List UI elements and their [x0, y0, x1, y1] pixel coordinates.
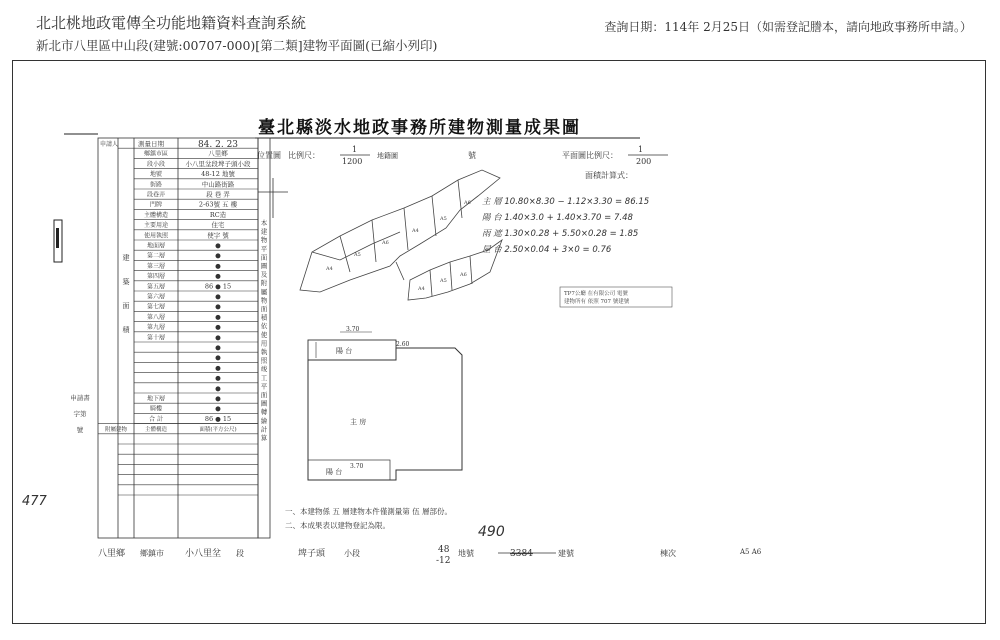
left-notes: [22, 134, 98, 509]
extra-row-0-value: ●: [215, 343, 221, 352]
footer-code: A5 A6: [740, 548, 762, 556]
footer-floor-label: 棟次: [660, 549, 676, 558]
survey-date: 84. 2. 23: [197, 140, 239, 150]
floor-row-7-label: 第八層: [146, 313, 166, 321]
left-note-1: 字第: [73, 410, 87, 418]
dim-top: 3.70: [346, 326, 360, 333]
svg-text:A5: A5: [440, 278, 447, 284]
location-map: [257, 145, 502, 300]
table-row-6-label: 主體構造: [143, 211, 169, 219]
table-row-0-value: 八里鄉: [208, 149, 228, 158]
svg-text:A6: A6: [382, 240, 389, 246]
plan-scale-num: 1: [638, 145, 644, 154]
footer-row: [98, 545, 762, 566]
building-sign-char-20: 面: [260, 391, 268, 399]
footer-section-suffix: 段: [236, 549, 244, 558]
footer-lot: 48: [438, 545, 450, 555]
building-sign-char-18: 工: [260, 373, 268, 382]
extra-row-4-value: ●: [215, 384, 221, 393]
floor-row-0-value: ●: [215, 241, 221, 250]
building-sign-char-13: 使: [260, 330, 268, 339]
table-row-1-label: 段小段: [146, 160, 166, 168]
header-title: 北北桃地政電傳全功能地籍資料查詢系統: [36, 14, 307, 32]
floor-row-9-value: ●: [215, 333, 221, 342]
extra-row-6-value: ●: [215, 404, 221, 413]
stamp-line-2: 建物所有 依照 707 號建號: [564, 299, 630, 305]
extra-row-6-label: 騎樓: [149, 405, 163, 413]
building-sign-char-24: 計: [260, 425, 268, 434]
building-sign-char-12: 依: [260, 322, 268, 331]
floor-row-5-value: ●: [215, 292, 221, 301]
building-sign-char-8: 屬: [260, 287, 268, 296]
building-sign-char-5: 圖: [260, 262, 268, 270]
floor-row-3-value: ●: [215, 272, 221, 281]
floor-row-8-value: ●: [215, 323, 221, 332]
building-sign-char-21: 圖: [260, 399, 268, 408]
no-label: 號: [468, 151, 476, 160]
building-sign-char-19: 平: [260, 382, 268, 391]
building-sign-char-4: 面: [260, 253, 268, 262]
extra-row-5-label: 地下層: [146, 395, 166, 403]
building-sign-char-15: 執: [260, 348, 268, 356]
dim-bottom: 3.70: [350, 463, 364, 470]
svg-text:A6: A6: [460, 272, 467, 278]
location-scale: 1200: [342, 157, 363, 166]
footer-section: 小八里坌: [185, 549, 222, 559]
table-row-3-label: 街路: [149, 181, 163, 189]
balcony-label-bottom: 陽 台: [326, 468, 343, 476]
building-sign-char-6: 及: [260, 270, 268, 279]
svg-text:A5: A5: [354, 252, 361, 258]
table-row-4-label: 段巷弄: [146, 191, 166, 199]
table-row-8-label: 使用執照: [143, 232, 169, 240]
document-title: 臺北縣淡水地政事務所建物測量成果圖: [258, 118, 581, 138]
balcony-label-top: 陽 台: [336, 347, 353, 355]
floor-row-4-label: 第五層: [146, 283, 166, 291]
building-sign-char-0: 本: [260, 219, 268, 227]
building-sign-char-17: 竣: [260, 365, 268, 374]
floor-row-9-label: 第十層: [146, 334, 166, 342]
table-rows: [70, 139, 268, 495]
dim-right: 2.60: [396, 341, 410, 348]
table-row-5-label: 門牌: [149, 201, 163, 209]
note-2: 二、本成果表以建物登記為限。: [285, 521, 390, 530]
footer-struck: 3384: [510, 549, 533, 559]
table-row-5-value: 2-63號 五 樓: [198, 200, 238, 209]
attached-header-0: 附屬建物: [104, 427, 128, 434]
extra-row-5-value: ●: [215, 394, 221, 403]
floor-row-2-value: ●: [215, 261, 221, 270]
building-sign-char-11: 積: [260, 313, 268, 322]
calc-line-1: 主 層 10.80×8.30 − 1.12×3.30 = 86.15: [482, 197, 650, 207]
plan-scale-label: 平面圖比例尺：: [562, 151, 618, 160]
building-sign-char-2: 物: [260, 236, 268, 245]
footer-build-label: 建號: [558, 549, 574, 558]
extra-row-3-value: ●: [215, 374, 221, 383]
floor-plan: [308, 326, 462, 480]
stamp-line-1: TP7公廳 在有限公司 電號: [564, 291, 628, 297]
building-sign-char-1: 建: [260, 227, 268, 236]
side-label-2: 面: [122, 302, 130, 310]
query-date: 查詢日期：114年 2月25日（如需登記謄本，請向地政事務所申請。）: [604, 20, 972, 34]
building-sign-char-25: 算: [260, 434, 268, 442]
floor-row-6-label: 第七層: [146, 303, 166, 311]
table-row-4-value: 段 巷 弄: [206, 190, 230, 199]
building-no: 490: [478, 524, 505, 540]
table-row-2-label: 地號: [149, 171, 163, 179]
total-row-label: 合 計: [149, 415, 163, 423]
table-row-1-value: 小八里坌段埤子頭小段: [185, 159, 251, 168]
plan-info: [482, 145, 672, 307]
extra-row-1-value: ●: [215, 353, 221, 362]
floor-row-3-label: 第四層: [146, 273, 166, 281]
location-scale-num: 1: [352, 145, 358, 154]
extra-row-2-value: ●: [215, 363, 221, 372]
left-number: 477: [22, 494, 47, 509]
floor-row-1-label: 第二層: [146, 252, 166, 260]
table-row-3-value: 中山路街路: [201, 180, 235, 189]
building-sign-char-16: 照: [260, 356, 268, 365]
floor-row-0-label: 地面層: [146, 242, 166, 250]
survey-date-label: 測量日期: [138, 140, 164, 148]
attached-header-2: 面積(平方公尺): [199, 427, 237, 434]
map-no-label: 地籍圖: [377, 152, 398, 160]
plan-scale: 200: [636, 157, 652, 166]
building-sign-char-22: 轉: [260, 408, 268, 417]
left-note-2: 號: [76, 426, 84, 434]
note-1: 一、本建物係 五 層建物本件僅測量第 伍 層部份。: [285, 507, 453, 516]
svg-text:A6: A6: [464, 200, 471, 206]
header-subtitle: 新北市八里區中山段(建號:00707-000)[第二類]建物平面圖(已縮小列印): [36, 38, 438, 53]
footer-lot-sub: -12: [436, 556, 451, 566]
building-sign-char-7: 附: [260, 279, 268, 288]
side-label-0: 建: [122, 254, 130, 262]
table-row-2-value: 48-12 地號: [201, 170, 235, 179]
table-row-8-value: 使字 號: [207, 231, 229, 240]
svg-text:A4: A4: [326, 266, 333, 272]
footer-district: 八里鄉: [98, 549, 126, 559]
location-scale-label: 比例尺：: [288, 151, 320, 160]
floor-row-4-value: 86 ● 15: [204, 282, 232, 291]
svg-text:A4: A4: [418, 286, 425, 292]
table-row-6-value: RC造: [209, 210, 227, 219]
footer-subsection-suffix: 小段: [344, 549, 360, 558]
left-note-0: 申請書: [70, 394, 90, 402]
floor-row-8-label: 第九層: [146, 324, 166, 332]
table-row-0-label: 鄉鎮市區: [143, 150, 169, 158]
side-label-1: 築: [122, 278, 130, 286]
area-calc-label: 面積計算式：: [585, 171, 633, 180]
calc-line-2: 陽 台 1.40×3.0 + 1.40×3.70 = 7.48: [482, 213, 633, 223]
table-row-7-value: 住宅: [211, 221, 225, 230]
total-row-value: 86 ● 15: [204, 414, 232, 423]
calc-line-4: 屋 台 2.50×0.04 + 3×0 = 0.76: [482, 245, 612, 255]
floor-row-1-value: ●: [215, 251, 221, 260]
floor-row-6-value: ●: [215, 302, 221, 311]
building-sign-char-9: 物: [260, 296, 268, 305]
applicant-label: 申請人: [100, 141, 119, 148]
table-row-7-label: 主要用途: [143, 222, 169, 230]
building-sign-char-10: 面: [260, 305, 268, 313]
footer-lot-label: 地號: [458, 549, 474, 558]
footer-subsection: 埤子頭: [298, 549, 326, 559]
floor-row-5-label: 第六層: [146, 293, 166, 301]
footer-district-suffix: 鄉鎮市: [140, 549, 164, 558]
attached-header-1: 主體構造: [144, 427, 168, 434]
side-label-3: 積: [122, 326, 130, 334]
building-sign-char-23: 繪: [260, 416, 268, 425]
building-sign-char-14: 用: [260, 339, 268, 348]
svg-text:A5: A5: [440, 216, 447, 222]
floor-row-2-label: 第三層: [146, 262, 166, 270]
svg-text:A4: A4: [412, 228, 419, 234]
floor-row-7-value: ●: [215, 312, 221, 321]
room-label: 主 房: [350, 418, 367, 426]
building-sign-char-3: 平: [260, 244, 268, 253]
location-label: 位置圖: [257, 151, 281, 160]
building-table: [98, 138, 270, 538]
calc-line-3: 雨 遮 1.30×0.28 + 5.50×0.28 = 1.85: [482, 229, 639, 239]
